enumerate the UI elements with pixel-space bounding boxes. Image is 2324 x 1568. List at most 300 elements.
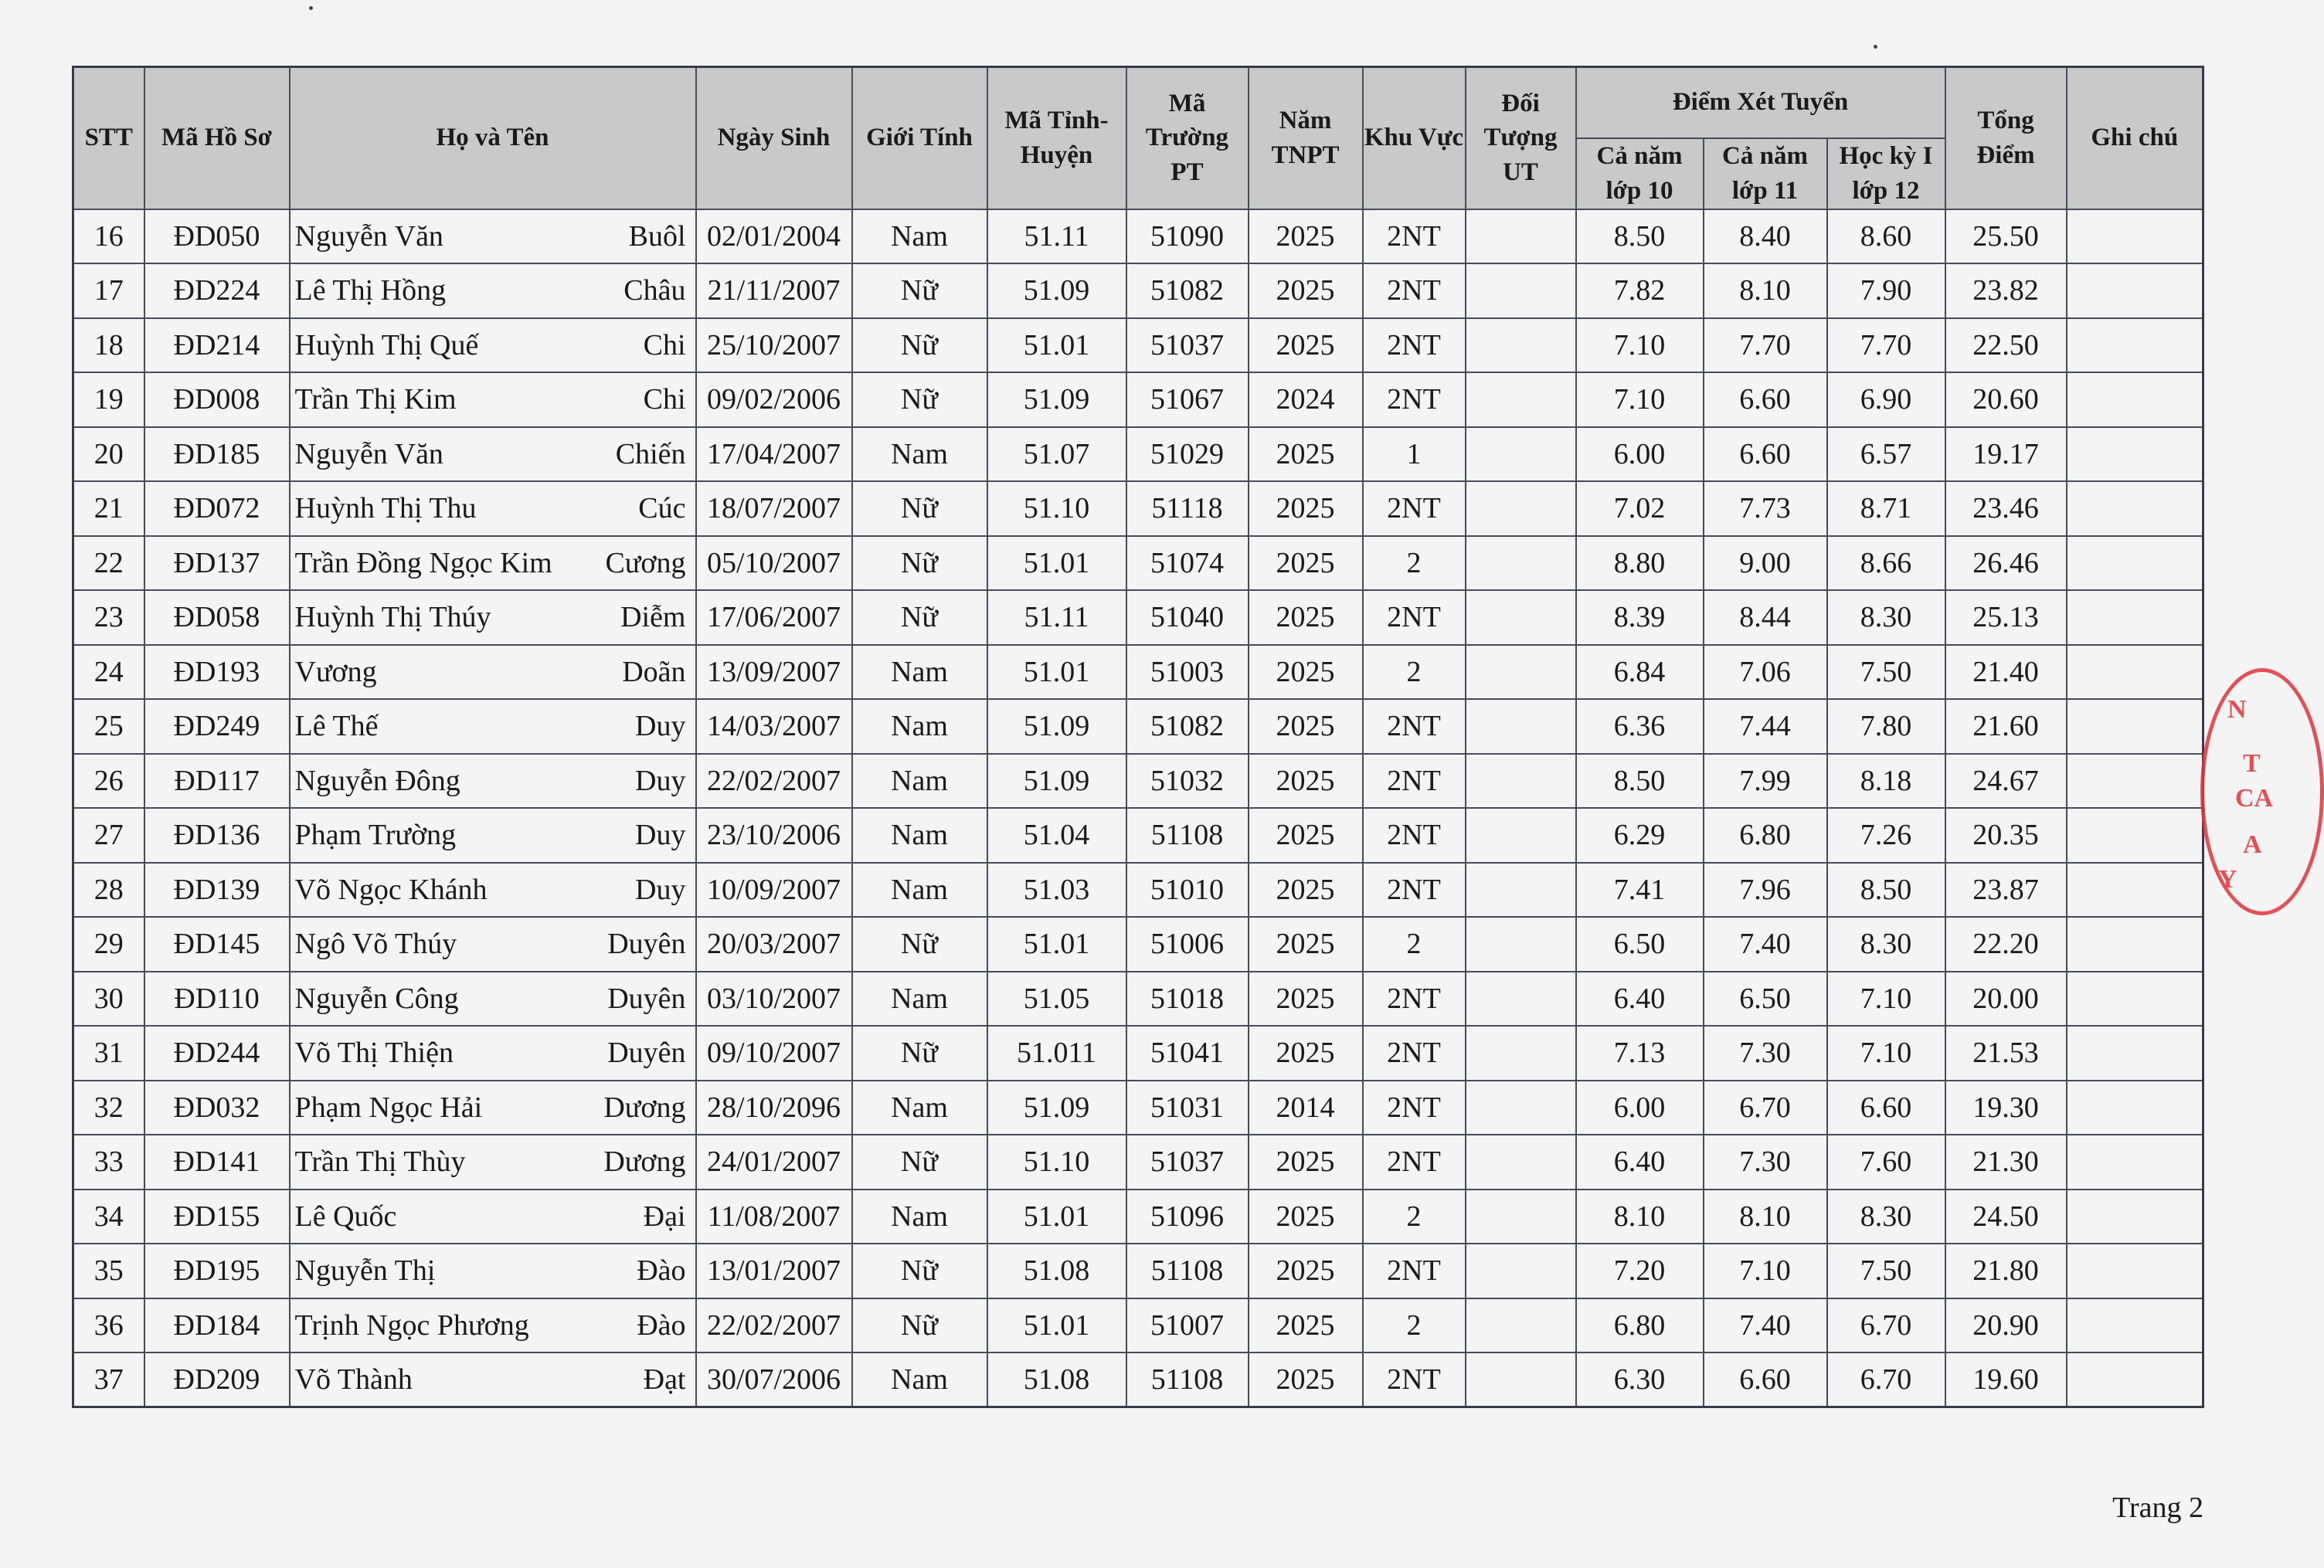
cell-ma-tinh-huyen: 51.01 (987, 536, 1126, 591)
cell-ma-ho-so: ĐD117 (144, 754, 290, 809)
cell-diem-lop-11: 7.10 (1704, 1244, 1827, 1298)
cell-ma-truong: 51006 (1126, 917, 1249, 972)
cell-nam-tnpt: 2025 (1249, 1352, 1363, 1407)
cell-khu-vuc: 2NT (1363, 863, 1466, 918)
header-ca-nam-11: Cả năm lớp 11 (1704, 138, 1827, 209)
cell-gioi-tinh: Nam (852, 1190, 987, 1244)
cell-ho-va-ten (290, 972, 696, 1027)
cell-ma-ho-so: ĐD193 (144, 645, 290, 700)
cell-ngay-sinh: 17/04/2007 (696, 427, 852, 482)
cell-khu-vuc: 2NT (1363, 590, 1466, 645)
table-row (73, 590, 2203, 645)
cell-diem-hk1-lop-12: 6.90 (1827, 372, 1945, 427)
cell-doi-tuong (1466, 863, 1576, 918)
cell-ho-va-ten (290, 1244, 696, 1298)
table-row (73, 1298, 2203, 1353)
table-row (73, 1190, 2203, 1244)
cell-diem-lop-11: 7.99 (1704, 754, 1827, 809)
cell-diem-lop-10: 8.50 (1576, 209, 1704, 264)
table-row (73, 427, 2203, 482)
cell-ma-tinh-huyen: 51.09 (987, 372, 1126, 427)
header-doi-tuong: Đối Tượng UT (1466, 67, 1576, 209)
cell-nam-tnpt: 2025 (1249, 917, 1363, 972)
cell-ma-ho-so: ĐD209 (144, 1352, 290, 1407)
cell-ma-tinh-huyen: 51.10 (987, 481, 1126, 536)
table-row (73, 1135, 2203, 1190)
cell-ngay-sinh: 22/02/2007 (696, 754, 852, 809)
given-name: Diễm (620, 601, 686, 634)
cell-diem-lop-10: 7.10 (1576, 372, 1704, 427)
cell-diem-lop-11: 7.06 (1704, 645, 1827, 700)
cell-tong-diem: 19.60 (1945, 1352, 2067, 1407)
given-name: Cúc (638, 492, 686, 525)
cell-gioi-tinh: Nữ (852, 917, 987, 972)
cell-ghi-chu (2067, 808, 2203, 863)
given-name: Đạt (643, 1363, 686, 1396)
table-row (73, 481, 2203, 536)
cell-tong-diem: 23.82 (1945, 263, 2067, 318)
cell-nam-tnpt: 2025 (1249, 536, 1363, 591)
cell-ho-va-ten (290, 372, 696, 427)
family-middle-name: Huỳnh Thị Thu (294, 492, 477, 525)
cell-tong-diem: 20.00 (1945, 972, 2067, 1027)
cell-ghi-chu (2067, 481, 2203, 536)
header-nam-tnpt: Năm TNPT (1249, 67, 1363, 209)
cell-ngay-sinh: 23/10/2006 (696, 808, 852, 863)
cell-stt: 27 (73, 808, 144, 863)
cell-ma-tinh-huyen: 51.05 (987, 972, 1126, 1027)
cell-diem-hk1-lop-12: 7.50 (1827, 1244, 1945, 1298)
cell-ho-va-ten (290, 263, 696, 318)
cell-khu-vuc: 2NT (1363, 318, 1466, 373)
cell-doi-tuong (1466, 536, 1576, 591)
cell-diem-hk1-lop-12: 8.18 (1827, 754, 1945, 809)
cell-ma-ho-so: ĐD244 (144, 1026, 290, 1081)
cell-doi-tuong (1466, 1352, 1576, 1407)
cell-gioi-tinh: Nam (852, 754, 987, 809)
cell-ma-truong: 51003 (1126, 645, 1249, 700)
cell-khu-vuc: 2 (1363, 1190, 1466, 1244)
cell-ma-tinh-huyen: 51.11 (987, 209, 1126, 264)
cell-ma-tinh-huyen: 51.09 (987, 1081, 1126, 1135)
cell-ma-truong: 51018 (1126, 972, 1249, 1027)
cell-doi-tuong (1466, 917, 1576, 972)
cell-stt: 30 (73, 972, 144, 1027)
cell-diem-lop-11: 8.40 (1704, 209, 1827, 264)
table-row (73, 863, 2203, 918)
cell-ho-va-ten (290, 1352, 696, 1407)
cell-ho-va-ten (290, 808, 696, 863)
cell-tong-diem: 21.80 (1945, 1244, 2067, 1298)
cell-doi-tuong (1466, 590, 1576, 645)
cell-stt: 33 (73, 1135, 144, 1190)
cell-nam-tnpt: 2025 (1249, 645, 1363, 700)
cell-stt: 17 (73, 263, 144, 318)
cell-gioi-tinh: Nữ (852, 481, 987, 536)
cell-diem-hk1-lop-12: 8.71 (1827, 481, 1945, 536)
family-middle-name: Trần Thị Kim (294, 383, 457, 416)
cell-khu-vuc: 1 (1363, 427, 1466, 482)
cell-tong-diem: 25.50 (1945, 209, 2067, 264)
family-middle-name: Trần Thị Thùy (294, 1145, 466, 1179)
family-middle-name: Nguyễn Văn (294, 219, 443, 253)
cell-ho-va-ten (290, 318, 696, 373)
cell-khu-vuc: 2NT (1363, 699, 1466, 754)
family-middle-name: Lê Quốc (294, 1200, 397, 1233)
cell-ma-tinh-huyen: 51.011 (987, 1026, 1126, 1081)
cell-ho-va-ten (290, 1081, 696, 1135)
cell-diem-lop-11: 6.50 (1704, 972, 1827, 1027)
cell-ma-tinh-huyen: 51.01 (987, 1190, 1126, 1244)
cell-tong-diem: 22.50 (1945, 318, 2067, 373)
cell-gioi-tinh: Nam (852, 972, 987, 1027)
cell-tong-diem: 20.60 (1945, 372, 2067, 427)
cell-khu-vuc: 2NT (1363, 481, 1466, 536)
cell-tong-diem: 21.53 (1945, 1026, 2067, 1081)
cell-ma-ho-so: ĐD136 (144, 808, 290, 863)
cell-ngay-sinh: 30/07/2006 (696, 1352, 852, 1407)
cell-diem-lop-11: 7.40 (1704, 917, 1827, 972)
cell-diem-lop-11: 7.44 (1704, 699, 1827, 754)
cell-stt: 28 (73, 863, 144, 918)
cell-ma-ho-so: ĐD072 (144, 481, 290, 536)
cell-ghi-chu (2067, 427, 2203, 482)
cell-khu-vuc: 2 (1363, 536, 1466, 591)
header-ma-truong: Mã Trường PT (1126, 67, 1249, 209)
header-tong-diem: Tổng Điểm (1945, 67, 2067, 209)
cell-ma-tinh-huyen: 51.07 (987, 427, 1126, 482)
given-name: Dương (603, 1091, 686, 1124)
cell-doi-tuong (1466, 481, 1576, 536)
cell-ma-truong: 51118 (1126, 481, 1249, 536)
cell-ma-truong: 51108 (1126, 1244, 1249, 1298)
cell-diem-lop-11: 7.70 (1704, 318, 1827, 373)
cell-diem-lop-10: 6.29 (1576, 808, 1704, 863)
cell-diem-hk1-lop-12: 7.10 (1827, 1026, 1945, 1081)
cell-ma-tinh-huyen: 51.09 (987, 699, 1126, 754)
cell-ma-ho-so: ĐD155 (144, 1190, 290, 1244)
cell-gioi-tinh: Nam (852, 645, 987, 700)
cell-ma-ho-so: ĐD145 (144, 917, 290, 972)
cell-ma-truong: 51108 (1126, 808, 1249, 863)
cell-nam-tnpt: 2025 (1249, 427, 1363, 482)
cell-diem-hk1-lop-12: 6.60 (1827, 1081, 1945, 1135)
cell-ghi-chu (2067, 536, 2203, 591)
cell-gioi-tinh: Nữ (852, 1026, 987, 1081)
cell-diem-lop-10: 6.50 (1576, 917, 1704, 972)
red-seal-stamp (2200, 668, 2324, 915)
cell-gioi-tinh: Nữ (852, 590, 987, 645)
cell-ma-truong: 51010 (1126, 863, 1249, 918)
cell-diem-lop-10: 8.39 (1576, 590, 1704, 645)
header-stt: STT (73, 67, 144, 209)
cell-tong-diem: 24.50 (1945, 1190, 2067, 1244)
cell-ngay-sinh: 02/01/2004 (696, 209, 852, 264)
cell-diem-lop-10: 6.40 (1576, 1135, 1704, 1190)
cell-ngay-sinh: 17/06/2007 (696, 590, 852, 645)
cell-ma-tinh-huyen: 51.08 (987, 1352, 1126, 1407)
cell-ma-ho-so: ĐD195 (144, 1244, 290, 1298)
cell-tong-diem: 23.87 (1945, 863, 2067, 918)
cell-diem-lop-10: 6.00 (1576, 427, 1704, 482)
cell-ma-truong: 51082 (1126, 699, 1249, 754)
family-middle-name: Phạm Ngọc Hải (294, 1091, 483, 1124)
cell-diem-lop-10: 7.82 (1576, 263, 1704, 318)
cell-ho-va-ten (290, 209, 696, 264)
given-name: Duyên (607, 1037, 686, 1070)
table-row (73, 536, 2203, 591)
family-middle-name: Huỳnh Thị Thúy (294, 601, 491, 634)
cell-diem-lop-11: 6.60 (1704, 427, 1827, 482)
cell-khu-vuc: 2NT (1363, 1135, 1466, 1190)
cell-ma-tinh-huyen: 51.01 (987, 318, 1126, 373)
cell-khu-vuc: 2NT (1363, 808, 1466, 863)
cell-diem-lop-11: 9.00 (1704, 536, 1827, 591)
cell-nam-tnpt: 2025 (1249, 1298, 1363, 1353)
cell-doi-tuong (1466, 699, 1576, 754)
stamp-letter: T (2243, 749, 2261, 778)
cell-stt: 32 (73, 1081, 144, 1135)
cell-diem-hk1-lop-12: 7.50 (1827, 645, 1945, 700)
header-ma-ho-so: Mã Hồ Sơ (144, 67, 290, 209)
cell-ma-ho-so: ĐD137 (144, 536, 290, 591)
cell-diem-lop-10: 7.02 (1576, 481, 1704, 536)
cell-doi-tuong (1466, 1026, 1576, 1081)
cell-diem-lop-10: 7.13 (1576, 1026, 1704, 1081)
cell-nam-tnpt: 2025 (1249, 699, 1363, 754)
cell-ghi-chu (2067, 863, 2203, 918)
cell-tong-diem: 19.30 (1945, 1081, 2067, 1135)
cell-diem-hk1-lop-12: 6.70 (1827, 1298, 1945, 1353)
cell-ma-truong: 51037 (1126, 1135, 1249, 1190)
header-gioi-tinh: Giới Tính (852, 67, 987, 209)
cell-ma-tinh-huyen: 51.01 (987, 645, 1126, 700)
table-row (73, 263, 2203, 318)
cell-ma-tinh-huyen: 51.03 (987, 863, 1126, 918)
cell-khu-vuc: 2NT (1363, 1352, 1466, 1407)
cell-ho-va-ten (290, 699, 696, 754)
cell-ngay-sinh: 24/01/2007 (696, 1135, 852, 1190)
cell-ma-ho-so: ĐD141 (144, 1135, 290, 1190)
given-name: Duyên (607, 982, 686, 1015)
cell-doi-tuong (1466, 1298, 1576, 1353)
given-name: Duy (635, 819, 686, 852)
cell-khu-vuc: 2 (1363, 645, 1466, 700)
cell-diem-hk1-lop-12: 7.90 (1827, 263, 1945, 318)
table-body (73, 209, 2203, 1407)
given-name: Duy (635, 764, 686, 797)
cell-ngay-sinh: 03/10/2007 (696, 972, 852, 1027)
family-middle-name: Võ Ngọc Khánh (294, 873, 488, 906)
family-middle-name: Nguyễn Đông (294, 764, 460, 797)
table-row (73, 699, 2203, 754)
given-name: Duy (635, 710, 686, 743)
cell-khu-vuc: 2NT (1363, 1244, 1466, 1298)
cell-diem-hk1-lop-12: 8.30 (1827, 590, 1945, 645)
cell-ma-truong: 51037 (1126, 318, 1249, 373)
cell-ngay-sinh: 28/10/2096 (696, 1081, 852, 1135)
given-name: Doãn (622, 655, 686, 688)
cell-ngay-sinh: 21/11/2007 (696, 263, 852, 318)
cell-diem-lop-11: 6.60 (1704, 1352, 1827, 1407)
cell-stt: 34 (73, 1190, 144, 1244)
cell-ma-tinh-huyen: 51.10 (987, 1135, 1126, 1190)
cell-ma-ho-so: ĐD185 (144, 427, 290, 482)
cell-ghi-chu (2067, 1352, 2203, 1407)
cell-diem-lop-11: 6.80 (1704, 808, 1827, 863)
cell-doi-tuong (1466, 209, 1576, 264)
cell-ghi-chu (2067, 1190, 2203, 1244)
cell-gioi-tinh: Nữ (852, 1244, 987, 1298)
family-middle-name: Ngô Võ Thúy (294, 928, 457, 961)
header-ca-nam-10: Cả năm lớp 10 (1576, 138, 1704, 209)
cell-diem-hk1-lop-12: 8.66 (1827, 536, 1945, 591)
cell-gioi-tinh: Nam (852, 863, 987, 918)
cell-ma-truong: 51108 (1126, 1352, 1249, 1407)
cell-ghi-chu (2067, 972, 2203, 1027)
table-row (73, 808, 2203, 863)
family-middle-name: Trịnh Ngọc Phương (294, 1308, 529, 1342)
given-name: Duyên (607, 928, 686, 961)
given-name: Đào (637, 1254, 686, 1288)
cell-ma-ho-so: ĐD249 (144, 699, 290, 754)
given-name: Chi (643, 328, 686, 361)
cell-khu-vuc: 2NT (1363, 754, 1466, 809)
cell-khu-vuc: 2 (1363, 917, 1466, 972)
cell-ghi-chu (2067, 1026, 2203, 1081)
table-row (73, 645, 2203, 700)
cell-nam-tnpt: 2025 (1249, 481, 1363, 536)
cell-nam-tnpt: 2025 (1249, 1190, 1363, 1244)
cell-stt: 24 (73, 645, 144, 700)
cell-ngay-sinh: 25/10/2007 (696, 318, 852, 373)
cell-ma-truong: 51041 (1126, 1026, 1249, 1081)
cell-tong-diem: 21.60 (1945, 699, 2067, 754)
header-ma-tinh-huyen: Mã Tỉnh-Huyện (987, 67, 1126, 209)
cell-doi-tuong (1466, 754, 1576, 809)
cell-ma-truong: 51096 (1126, 1190, 1249, 1244)
cell-tong-diem: 20.90 (1945, 1298, 2067, 1353)
cell-ho-va-ten (290, 917, 696, 972)
given-name: Dương (603, 1145, 686, 1179)
given-name: Cương (605, 546, 686, 579)
cell-ghi-chu (2067, 1081, 2203, 1135)
cell-ngay-sinh: 11/08/2007 (696, 1190, 852, 1244)
stamp-letter: N (2227, 695, 2247, 724)
cell-diem-lop-10: 8.10 (1576, 1190, 1704, 1244)
cell-tong-diem: 20.35 (1945, 808, 2067, 863)
cell-ma-tinh-huyen: 51.08 (987, 1244, 1126, 1298)
cell-diem-lop-11: 7.30 (1704, 1026, 1827, 1081)
cell-khu-vuc: 2NT (1363, 263, 1466, 318)
cell-ho-va-ten (290, 645, 696, 700)
cell-diem-lop-11: 7.96 (1704, 863, 1827, 918)
cell-ngay-sinh: 18/07/2007 (696, 481, 852, 536)
cell-ngay-sinh: 09/02/2006 (696, 372, 852, 427)
cell-diem-hk1-lop-12: 8.30 (1827, 1190, 1945, 1244)
cell-diem-lop-10: 7.20 (1576, 1244, 1704, 1298)
cell-gioi-tinh: Nữ (852, 372, 987, 427)
header-ghi-chu: Ghi chú (2067, 67, 2203, 209)
cell-diem-lop-10: 8.80 (1576, 536, 1704, 591)
cell-nam-tnpt: 2025 (1249, 590, 1363, 645)
cell-ngay-sinh: 22/02/2007 (696, 1298, 852, 1353)
cell-doi-tuong (1466, 1135, 1576, 1190)
cell-stt: 20 (73, 427, 144, 482)
cell-ngay-sinh: 14/03/2007 (696, 699, 852, 754)
table-row (73, 917, 2203, 972)
cell-doi-tuong (1466, 1190, 1576, 1244)
cell-stt: 23 (73, 590, 144, 645)
cell-diem-lop-11: 6.60 (1704, 372, 1827, 427)
page-number: Trang 2 (2112, 1492, 2203, 1524)
cell-diem-lop-11: 8.10 (1704, 263, 1827, 318)
header-khu-vuc: Khu Vực (1363, 67, 1466, 209)
cell-ghi-chu (2067, 372, 2203, 427)
cell-ngay-sinh: 13/01/2007 (696, 1244, 852, 1298)
cell-ho-va-ten (290, 1190, 696, 1244)
cell-diem-hk1-lop-12: 7.26 (1827, 808, 1945, 863)
cell-ma-ho-so: ĐD184 (144, 1298, 290, 1353)
cell-ngay-sinh: 10/09/2007 (696, 863, 852, 918)
cell-doi-tuong (1466, 972, 1576, 1027)
stamp-letter: CA (2235, 784, 2274, 813)
cell-gioi-tinh: Nam (852, 699, 987, 754)
cell-tong-diem: 25.13 (1945, 590, 2067, 645)
cell-stt: 36 (73, 1298, 144, 1353)
cell-ghi-chu (2067, 590, 2203, 645)
family-middle-name: Nguyễn Thị (294, 1254, 436, 1288)
admission-score-table (72, 66, 2204, 1408)
cell-stt: 16 (73, 209, 144, 264)
cell-khu-vuc: 2NT (1363, 209, 1466, 264)
cell-tong-diem: 19.17 (1945, 427, 2067, 482)
table-row (73, 972, 2203, 1027)
given-name: Chiến (615, 437, 686, 470)
cell-nam-tnpt: 2025 (1249, 318, 1363, 373)
stamp-letter: A (2243, 830, 2262, 859)
given-name: Chi (643, 383, 686, 416)
cell-ngay-sinh: 20/03/2007 (696, 917, 852, 972)
cell-doi-tuong (1466, 372, 1576, 427)
family-middle-name: Phạm Trường (294, 819, 457, 852)
cell-doi-tuong (1466, 318, 1576, 373)
cell-tong-diem: 24.67 (1945, 754, 2067, 809)
table-row (73, 1081, 2203, 1135)
cell-diem-hk1-lop-12: 7.60 (1827, 1135, 1945, 1190)
cell-doi-tuong (1466, 1244, 1576, 1298)
cell-ma-ho-so: ĐD058 (144, 590, 290, 645)
cell-nam-tnpt: 2025 (1249, 1026, 1363, 1081)
cell-stt: 35 (73, 1244, 144, 1298)
cell-ngay-sinh: 05/10/2007 (696, 536, 852, 591)
cell-ghi-chu (2067, 699, 2203, 754)
cell-diem-hk1-lop-12: 8.30 (1827, 917, 1945, 972)
cell-ma-tinh-huyen: 51.09 (987, 754, 1126, 809)
cell-ma-truong: 51032 (1126, 754, 1249, 809)
family-middle-name: Huỳnh Thị Quế (294, 328, 479, 361)
cell-stt: 21 (73, 481, 144, 536)
cell-khu-vuc: 2NT (1363, 372, 1466, 427)
cell-nam-tnpt: 2025 (1249, 754, 1363, 809)
cell-khu-vuc: 2NT (1363, 1026, 1466, 1081)
table-row (73, 1352, 2203, 1407)
cell-nam-tnpt: 2025 (1249, 263, 1363, 318)
cell-ho-va-ten (290, 1135, 696, 1190)
cell-gioi-tinh: Nam (852, 1352, 987, 1407)
cell-ghi-chu (2067, 917, 2203, 972)
cell-gioi-tinh: Nữ (852, 263, 987, 318)
